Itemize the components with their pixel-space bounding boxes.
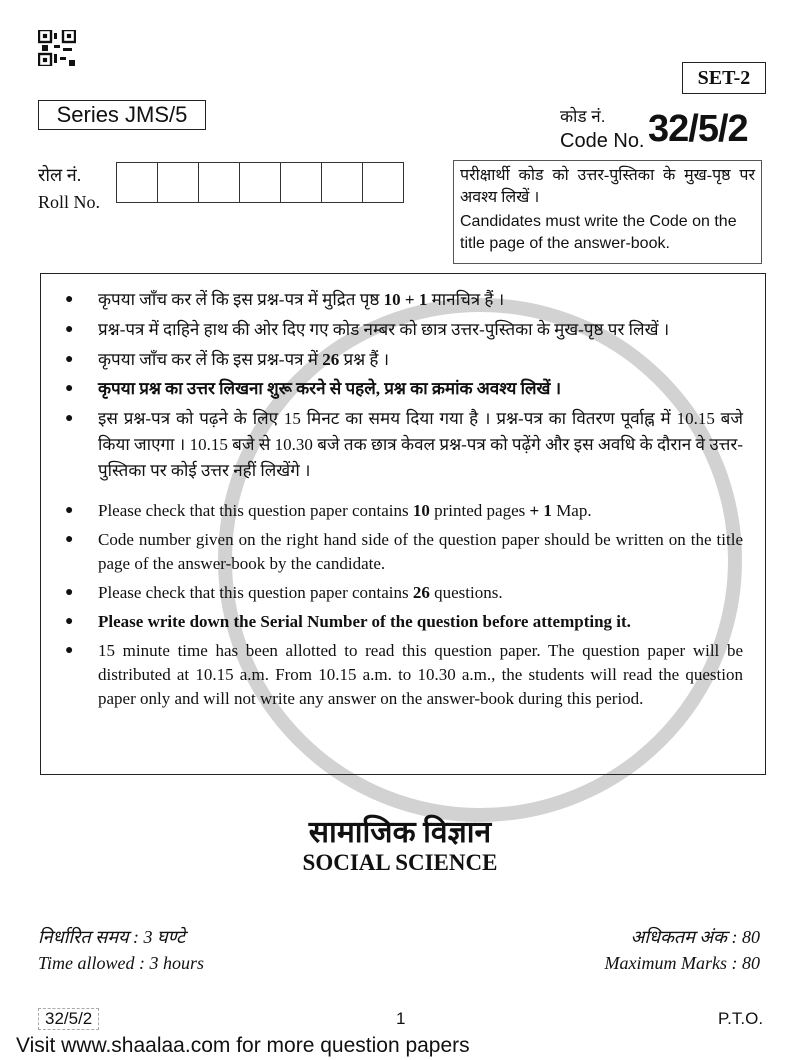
series-label: Series JMS/5 (38, 100, 206, 130)
bullet-icon: ● (65, 322, 74, 337)
code-label-hindi: कोड नं. (560, 107, 606, 126)
bullet-icon: ● (65, 614, 74, 629)
roll-box[interactable] (240, 163, 281, 202)
bullet-icon: ● (65, 411, 74, 426)
qr-code-icon (38, 30, 76, 66)
candidate-note-english: Candidates must write the Code on the title page of the answer-book. (460, 213, 737, 252)
bullet-icon: ● (65, 643, 74, 658)
roll-box[interactable] (322, 163, 363, 202)
max-marks-hindi: अधिकतम अंक : 80 (630, 927, 760, 947)
bullet-icon: ● (65, 503, 74, 518)
page-number: 1 (396, 1009, 406, 1028)
instructions-box (40, 273, 766, 775)
roll-number-boxes[interactable] (116, 162, 404, 203)
instruction-hi-3: ● कृपया जाँच कर लें कि इस प्रश्न-पत्र में 26 प्रश्न हैं । (69, 348, 743, 372)
roll-box[interactable] (363, 163, 403, 202)
time-allowed-hindi: निर्धारित समय : 3 घण्टे (38, 927, 186, 947)
instruction-en-2: ● Code number given on the right hand side of the question paper should be written on the title page of the answer-book by the candidate. (65, 530, 743, 573)
code-number: 32/5/2 (648, 108, 748, 150)
instruction-hi-4: ● कृपया प्रश्न का उत्तर लिखना शुरू करने से पहले, प्रश्न का क्रमांक अवश्य लिखें । (69, 377, 743, 401)
instruction-hi-5: ● इस प्रश्न-पत्र को पढ़ने के लिए 15 मिनट का समय दिया गया है । प्रश्न-पत्र का वितरण पूर्वाह्न में 10.15 बजे किया जाएगा । 10.15 बजे से 10.30 बजे तक छात्र केवल प्रश्न-पत्र को पढ़ेंगे और इस अवधि के दौरान वे उत्तर-पुस्तिका पर कोई उत्तर नहीं लिखेंगे । (69, 406, 743, 484)
roll-box[interactable] (199, 163, 240, 202)
set-badge: SET-2 (682, 62, 766, 94)
candidate-note-hindi: परीक्षार्थी कोड को उत्तर-पुस्तिका के मुख-पृष्ठ पर अवश्य लिखें । (460, 167, 755, 206)
time-allowed: Time allowed : 3 hours (38, 953, 205, 973)
roll-box[interactable] (117, 163, 158, 202)
bullet-icon: ● (65, 292, 74, 307)
visit-link[interactable]: Visit www.shaalaa.com for more question papers (16, 1034, 470, 1057)
instruction-en-1: ● Please check that this question paper contains 10 printed pages + 1 Map. (69, 499, 743, 523)
instruction-en-3: ● Please check that this question paper contains 26 questions. (69, 581, 743, 605)
roll-box[interactable] (158, 163, 199, 202)
instruction-en-4: ● Please write down the Serial Number of the question before attempting it. (69, 610, 743, 634)
instruction-hi-1: ● कृपया जाँच कर लें कि इस प्रश्न-पत्र में मुद्रित पृष्ठ 10 + 1 मानचित्र हैं । (69, 288, 743, 312)
bullet-icon: ● (65, 532, 74, 547)
subject-title: SOCIAL SCIENCE (302, 850, 498, 875)
max-marks: Maximum Marks : 80 (604, 953, 760, 973)
bullet-icon: ● (65, 585, 74, 600)
pto-label: P.T.O. (718, 1009, 764, 1028)
subject-title-hindi: सामाजिक विज्ञान (308, 816, 492, 849)
instruction-en-5: ● 15 minute time has been allotted to read this question paper. The question paper will be distributed at 10.15 a.m. From 10.15 a.m. to 10.30 a.m., the students will read the question paper only and will not write any answer on the answer-book during this period. (65, 641, 743, 708)
candidate-note-box (453, 160, 762, 264)
bullet-icon: ● (65, 381, 74, 396)
roll-label-english: Roll No. (38, 192, 101, 212)
roll-box[interactable] (281, 163, 322, 202)
instruction-hi-2: ● प्रश्न-पत्र में दाहिने हाथ की ओर दिए गए कोड नम्बर को छात्र उत्तर-पुस्तिका के मुख-पृष्ठ पर लिखें । (69, 317, 743, 343)
code-label: Code No. (560, 130, 645, 152)
roll-label (38, 162, 100, 216)
roll-label-hindi: रोल नं. (38, 165, 82, 185)
footer-code: 32/5/2 (38, 1008, 99, 1030)
bullet-icon: ● (65, 352, 74, 367)
